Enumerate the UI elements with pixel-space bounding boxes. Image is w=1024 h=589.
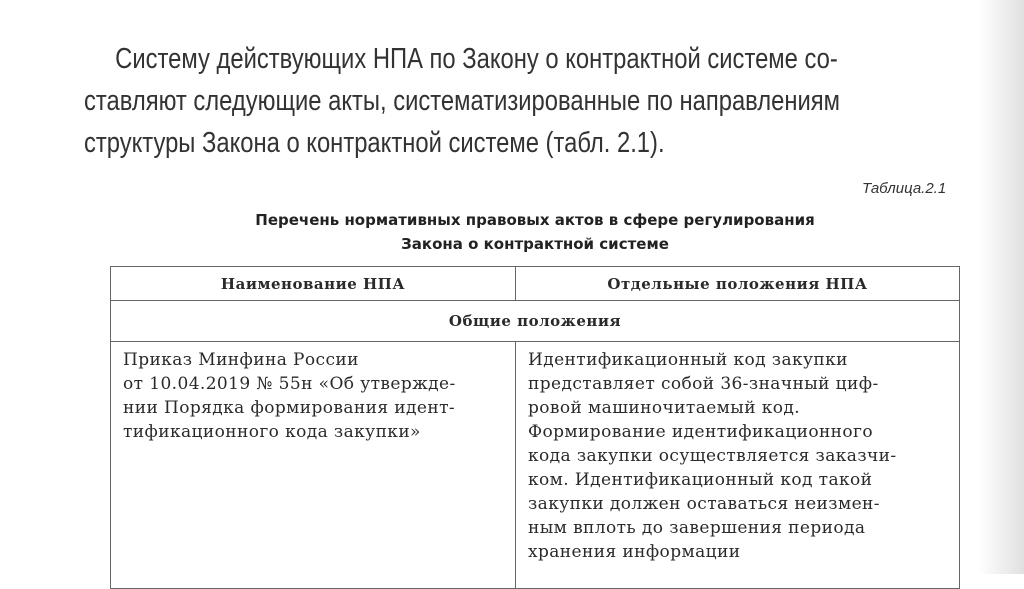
cell-line: ком. Идентификационный код такой [528, 470, 873, 490]
cell-line: Идентификационный код закупки [528, 350, 848, 370]
cell-line: хранения информации [528, 542, 741, 562]
table-row [111, 342, 960, 589]
cell-line: Формирование идентификационного [528, 422, 873, 442]
cell-line: от 10.04.2019 № 55н «Об утвержде- [123, 374, 456, 394]
cell-line: кода закупки осуществляется заказчи- [528, 446, 897, 466]
section-title: Общие положения [111, 301, 960, 342]
intro-line: Систему действующих НПА по Закону о контрактной системе со- [115, 43, 838, 75]
cell-line: тификационного кода закупки» [123, 422, 421, 442]
intro-line: структуры Закона о контрактной системе (табл. 2.1). [84, 127, 665, 159]
header-npa-name: Наименование НПА [111, 267, 516, 301]
npa-table [110, 266, 960, 589]
intro-line: ставляют следующие акты, систематизированные по направлениям [84, 85, 841, 117]
table-section-row [111, 301, 960, 342]
cell-line: Приказ Минфина России [123, 350, 359, 370]
intro-paragraph [84, 38, 912, 164]
npa-name-cell [111, 342, 516, 589]
cell-line: нии Порядка формирования идент- [123, 398, 456, 418]
cell-line: закупки должен оставаться неизмен- [528, 494, 880, 514]
header-npa-provisions: Отдельные положения НПА [516, 267, 960, 301]
table-header-row [111, 267, 960, 301]
npa-provisions-cell [516, 342, 960, 589]
table-number-label: Таблица.2.1 [862, 180, 947, 197]
cell-line: ным вплоть до завершения периода [528, 518, 866, 538]
cell-line: ровой машиночитаемый код. [528, 398, 801, 418]
cell-line: представляет собой 36-значный циф- [528, 374, 879, 394]
page-edge-shadow [978, 0, 1024, 574]
caption-line: Перечень нормативных правовых актов в сфере регулирования [255, 211, 815, 229]
caption-line: Закона о контрактной системе [401, 235, 669, 253]
table-caption [110, 208, 960, 256]
